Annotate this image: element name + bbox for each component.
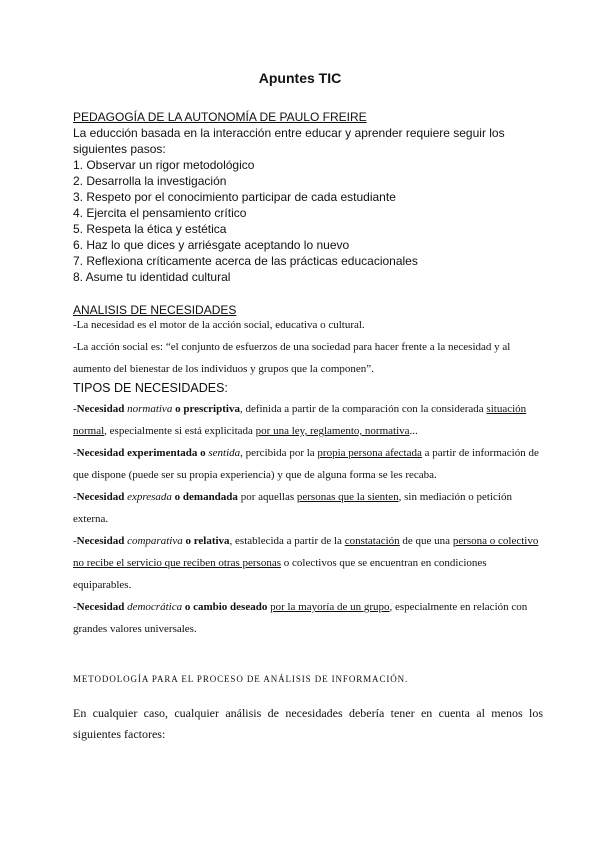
type-underlined: por la mayoría de un grupo [270, 601, 390, 613]
types-list [73, 398, 543, 640]
type-text: por aquellas [237, 491, 297, 503]
intro-paragraph: La educción basada en la interacción entre educar y aprender requiere seguir los siguientes pasos: [73, 126, 505, 156]
type-italic: normativa [127, 403, 173, 415]
type-name: Necesidad [76, 491, 125, 503]
type-alt-name: o prescriptiva [175, 403, 240, 415]
types-heading: TIPOS DE NECESIDADES: [73, 381, 228, 395]
type-text: percibida por la [242, 447, 318, 459]
list-item: 2. Desarrolla la investigación [73, 174, 227, 188]
list-item: 1. Observar un rigor metodológico [73, 158, 255, 172]
list-item [73, 442, 543, 486]
item-dash: - [73, 601, 77, 613]
section-pedagogia [73, 109, 543, 285]
section-heading-pedagogia: PEDAGOGÍA DE LA AUTONOMÍA DE PAULO FREIRE [73, 110, 367, 124]
item-dash: - [73, 447, 77, 459]
type-alt-name: o relativa [185, 535, 230, 547]
type-alt-name: o demandada [174, 491, 238, 503]
type-name: Necesidad [76, 535, 125, 547]
list-item: 3. Respeto por el conocimiento participar de cada estudiante [73, 190, 396, 204]
item-dash: - [73, 403, 77, 415]
metodologia-paragraph: En cualquier caso, cualquier análisis de necesidades debería tener en cuenta al menos los siguientes factores: [73, 706, 543, 741]
type-text: , especialmente si está explicitada [104, 425, 256, 437]
section-necesidades [73, 314, 543, 380]
list-item: 6. Haz lo que dices y arriésgate aceptando lo nuevo [73, 238, 350, 252]
page-title: Apuntes TIC [258, 70, 342, 86]
type-text: , especialmente en relación con grandes valores universales. [73, 601, 528, 635]
list-item: 5. Respeta la ética y estética [73, 222, 227, 236]
item-dash: - [73, 491, 77, 503]
type-name: Necesidad experimentada o [76, 447, 206, 459]
list-item: 7. Reflexiona críticamente acerca de las prácticas educacionales [73, 254, 418, 268]
section-heading-metodologia: METODOLOGÍA PARA EL PROCESO DE ANÁLISIS DE INFORMACIÓN. [73, 674, 409, 684]
list-item [73, 530, 543, 596]
type-text: , sin mediación o petición externa. [73, 491, 512, 525]
list-item: 8. Asume tu identidad cultural [73, 270, 231, 284]
necesidad-definition: -La necesidad es el motor de la acción social, educativa o cultural. [73, 319, 365, 331]
steps-list [73, 157, 543, 285]
section-heading-necesidades: ANALISIS DE NECESIDADES [73, 303, 237, 317]
type-text: a partir de información de que dispone (puede ser su propia experiencia) y que de alguna forma se les recaba. [73, 447, 539, 481]
type-text: de que una [399, 535, 453, 547]
accion-social-definition: -La acción social es: “el conjunto de esfuerzos de una sociedad para hacer frente a la necesidad y al aumento del bienestar de los individuos y grupos que la componen”. [73, 341, 511, 375]
type-underlined: por una ley, reglamento, normativa [255, 425, 410, 437]
type-name: Necesidad [76, 403, 125, 415]
type-italic: expresada [127, 491, 172, 503]
list-item: 4. Ejercita el pensamiento crítico [73, 206, 247, 220]
type-name: Necesidad [76, 601, 125, 613]
type-underlined: situación normal [73, 403, 527, 437]
type-text: , establecida a partir de la [229, 535, 345, 547]
type-text: , definida a partir de la comparación con la considerada [239, 403, 487, 415]
type-underlined: propia persona afectada [317, 447, 422, 459]
list-item [73, 486, 543, 530]
item-dash: - [73, 535, 77, 547]
type-italic: comparativa [127, 535, 183, 547]
type-underlined: persona o colectivo no recibe el servicio que reciben otras personas [73, 535, 539, 569]
list-item [73, 398, 543, 442]
list-item [73, 596, 543, 640]
type-underlined: personas que la sienten [296, 491, 399, 503]
type-alt-name: o cambio deseado [184, 601, 268, 613]
type-underlined: constatación [344, 535, 400, 547]
type-italic: sentida, [208, 447, 243, 459]
type-text: o colectivos que se encuentran en condiciones equiparables. [73, 557, 487, 591]
type-italic: democrática [127, 601, 183, 613]
type-text: ... [409, 425, 418, 437]
